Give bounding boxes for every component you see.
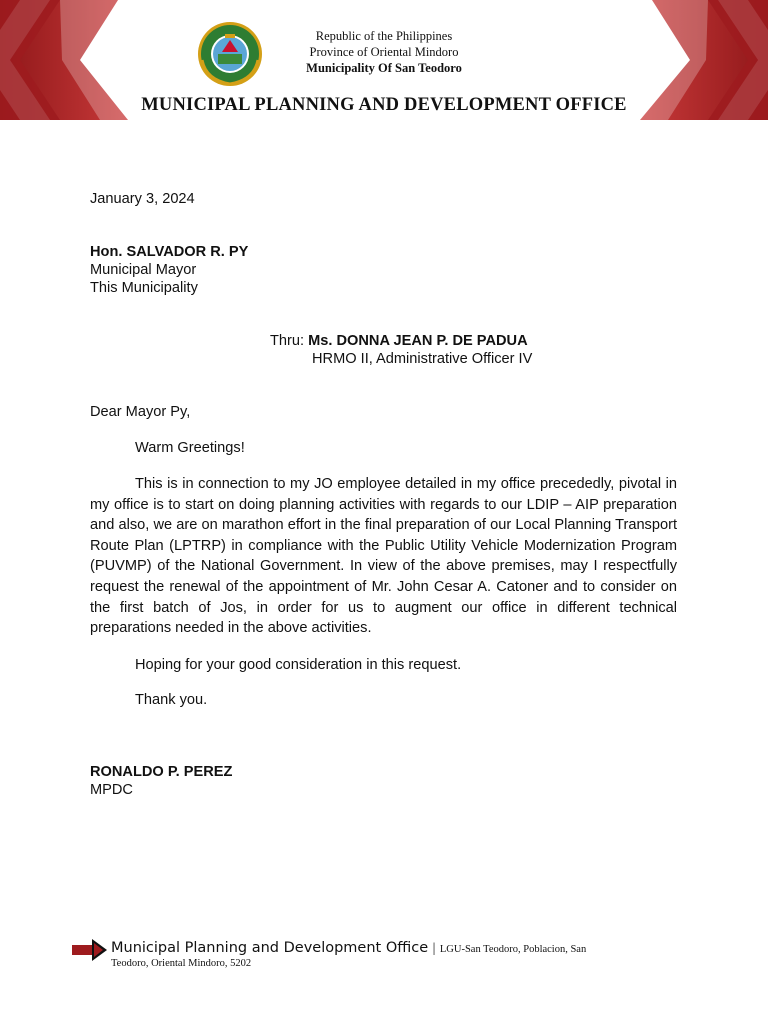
- recipient-block: [90, 243, 677, 297]
- salutation: Dear Mayor Py,: [90, 404, 191, 420]
- thru-block: [270, 332, 532, 368]
- province-line: Province of Oriental Mindoro: [309, 45, 459, 59]
- body-paragraph: This is in connection to my JO employee detailed in my office precededly, pivotal in my office is to start on doing planning activities with regards to our LDIP – AIP preparation and also, we are on marathon effort in the final preparation of our Local Planning Transport Route Plan (LPTRP) in compliance with the Public Utility Vehicle Modernization Program (PUVMP) of the National Government. In view of the above premises, may I respectfully request the renewal of the appointment of Mr. John Cesar A. Catoner and to consider on the first batch of Jos, in order for us to augment our office in different technical preparations needed in the above activities.: [90, 476, 677, 637]
- municipality-line: Municipality Of San Teodoro: [306, 61, 462, 75]
- greeting-paragraph: Warm Greetings!: [135, 440, 245, 456]
- letter-date: January 3, 2024: [90, 191, 195, 207]
- recipient-position: Municipal Mayor: [90, 262, 197, 278]
- footer-office: Municipal Planning and Development Office: [111, 940, 429, 956]
- thru-label: Thru:: [270, 333, 309, 349]
- signature-block: [90, 763, 677, 799]
- letterhead: [0, 0, 768, 120]
- footer-address-2: Teodoro, Oriental Mindoro, 5202: [111, 958, 252, 969]
- thru-name: Ms. DONNA JEAN P. DE PADUA: [308, 333, 528, 349]
- request-paragraph: Hoping for your good consideration in this request.: [135, 657, 462, 673]
- arrow-right-icon: [72, 938, 108, 962]
- republic-line: Republic of the Philippines: [315, 29, 453, 43]
- municipal-seal-icon: [196, 20, 264, 88]
- footer-address-1: LGU-San Teodoro, Poblacion, San: [439, 944, 587, 955]
- thanks-paragraph: Thank you.: [135, 692, 208, 708]
- recipient-place: This Municipality: [90, 280, 198, 296]
- recipient-name: Hon. SALVADOR R. PY: [90, 244, 249, 260]
- footer-line: [111, 939, 586, 957]
- thru-position: HRMO II, Administrative Officer IV: [312, 351, 533, 367]
- office-title: MUNICIPAL PLANNING AND DEVELOPMENT OFFICE: [141, 95, 627, 115]
- signatory-title: MPDC: [90, 782, 133, 798]
- footer-separator: |: [432, 941, 436, 956]
- signatory-name: RONALDO P. PEREZ: [90, 764, 233, 780]
- letterhead-text: [270, 28, 498, 76]
